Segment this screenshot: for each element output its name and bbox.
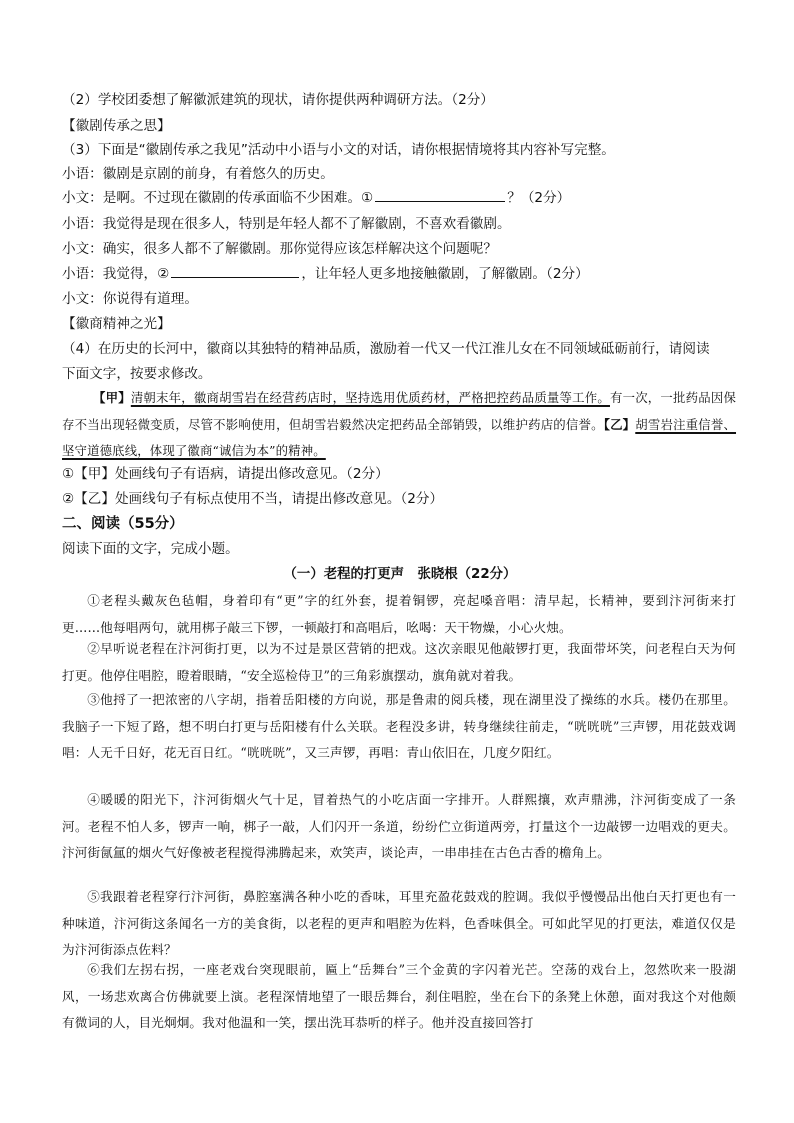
dialogue-line-4: 小文：确实，很多人都不了解徽剧。那你觉得应该怎样解决这个问题呢？ [62, 241, 497, 257]
passage-middle: 有一次，一批药品因保存不当出现轻微变质，尽管不影响使用，但胡雪岩毅然决定把药品全部销毁，以维护药店的信誉。 [62, 390, 737, 432]
dialogue-line-2-text: 小文：是啊。不过现在徽剧的传承面临不少困难。① [62, 190, 374, 206]
article-paragraph-5: ⑤我跟着老程穿行汴河街，鼻腔塞满各种小吃的香味，耳里充盈花鼓戏的腔调。我似乎慢慢品出他白天打更也有一种味道，汴河街这条闻名一方的美食街，以老程的更声和唱腔为佐料，色香味俱全。可如此罕见的打更法，难道仅仅是为汴河街添点佐料？ [62, 889, 736, 957]
question-4-sub-1: ①【甲】处画线句子有语病，请提出修改意见。（2分） [62, 466, 389, 482]
dialogue-line-2-score: ？（2分） [507, 190, 571, 206]
article-title: （一）老程的打更声 张晓根（22分） [283, 567, 517, 582]
question-4-sub-2: ②【乙】处画线句子有标点使用不当，请提出修改意见。（2分） [62, 491, 444, 507]
question-2: （2）学校团委想了解徽派建筑的现状，请你提供两种调研方法。（2分） [62, 92, 494, 108]
heading-merchant: 【徽商精神之光】 [62, 316, 171, 332]
article-paragraph-1: ①老程头戴灰色毡帽，身着印有“更”字的红外套，提着铜锣，亮起嗓音唱：清早起，长精神，要到汴河街来打更……他每唱两句，就用梆子敲三下锣，一顿敲打和高唱后，吆喝：天干物燥，小心火烛。 [62, 593, 736, 635]
label-yi: 【乙】 [603, 416, 636, 432]
underlined-sentence-jia: 清朝末年，徽商胡雪岩在经营药店时，坚持选用优质药材，严格把控药品质量等工作。 [130, 390, 610, 405]
answer-blank-2[interactable] [171, 262, 299, 278]
dialogue-line-5-text: 小语：我觉得，② [62, 266, 170, 282]
heading-opera: 【徽剧传承之思】 [62, 118, 171, 134]
dialogue-line-1: 小语：徽剧是京剧的前身，有着悠久的历史。 [62, 166, 334, 182]
article-paragraph-6: ⑥我们左拐右拐，一座老戏台突现眼前，匾上“岳舞台”三个金黄的字闪着光芒。空荡的戏台上，忽然吹来一股湖风，一场悲欢离合仿佛就要上演。老程深情地望了一眼岳舞台，刹住唱腔，坐在台下的条凳上休憩，面对我这个对他颇有微词的人，目光炯炯。我对他温和一笑，摆出洗耳恭听的样子。他并没直接回答打 [62, 962, 736, 1030]
dialogue-line-2 [62, 186, 738, 211]
answer-blank-1[interactable] [375, 186, 505, 202]
merchant-passage [62, 385, 736, 465]
question-3: （3）下面是“徽剧传承之我见”活动中小语与小文的对话，请你根据情境将其内容补写完整。 [62, 142, 615, 158]
dialogue-line-5 [62, 262, 738, 287]
dialogue-line-6: 小文：你说得有道理。 [62, 291, 198, 307]
section-2-heading: 二、阅读（55分） [62, 516, 184, 532]
question-4-line-2: 下面文字，按要求修改。 [62, 366, 212, 382]
underlined-sentence-yi: 胡雪岩注重信誉、坚守道德底线，体现了徽商“诚信为本”的精神。 [62, 416, 737, 458]
section-2-intro: 阅读下面的文字，完成小题。 [62, 541, 239, 557]
dialogue-line-3: 小语：我觉得是现在很多人，特别是年轻人都不了解徽剧，不喜欢看徽剧。 [62, 216, 511, 232]
article-paragraph-3: ③他捋了一把浓密的八字胡，指着岳阳楼的方向说，那是鲁肃的阅兵楼，现在湖里没了操练的水兵。楼仍在那里。我脑子一下短了路，想不明白打更与岳阳楼有什么关联。老程没多讲，转身继续往前走，“咣咣咣”三声锣，用花鼓戏调唱：人无千日好，花无百日红。“咣咣咣”，又三声锣，再唱：青山依旧在，几度夕阳红。 [62, 692, 736, 760]
article-paragraph-2: ②早听说老程在汴河街打更，以为不过是景区营销的把戏。这次亲眼见他敲锣打更，我面带坏笑，问老程白天为何打更。他停住唱腔，瞪着眼睛，“安全巡检侍卫”的三角彩旗摆动，旗角就对着我。 [62, 641, 736, 683]
article-paragraph-4: ④暖暖的阳光下，汴河街烟火气十足，冒着热气的小吃店面一字排开。人群熙攘，欢声鼎沸，汴河街变成了一条河。老程不怕人多，锣声一响，梆子一敲，人们闪开一条道，纷纷伫立街道两旁，打量这个一边敲锣一边唱戏的更夫。汴河街氤氲的烟火气好像被老程搅得沸腾起来，欢笑声，谈论声，一串串挂在古色古香的檐角上。 [62, 792, 736, 860]
question-4-line-1: （4）在历史的长河中，徽商以其独特的精神品质，激励着一代又一代江淮儿女在不同领域砥砺前行，请阅读 [62, 341, 710, 357]
label-jia: 【甲】 [93, 390, 131, 405]
dialogue-line-5-score: ，让年轻人更多地接触徽剧，了解徽剧。（2分） [301, 266, 589, 282]
